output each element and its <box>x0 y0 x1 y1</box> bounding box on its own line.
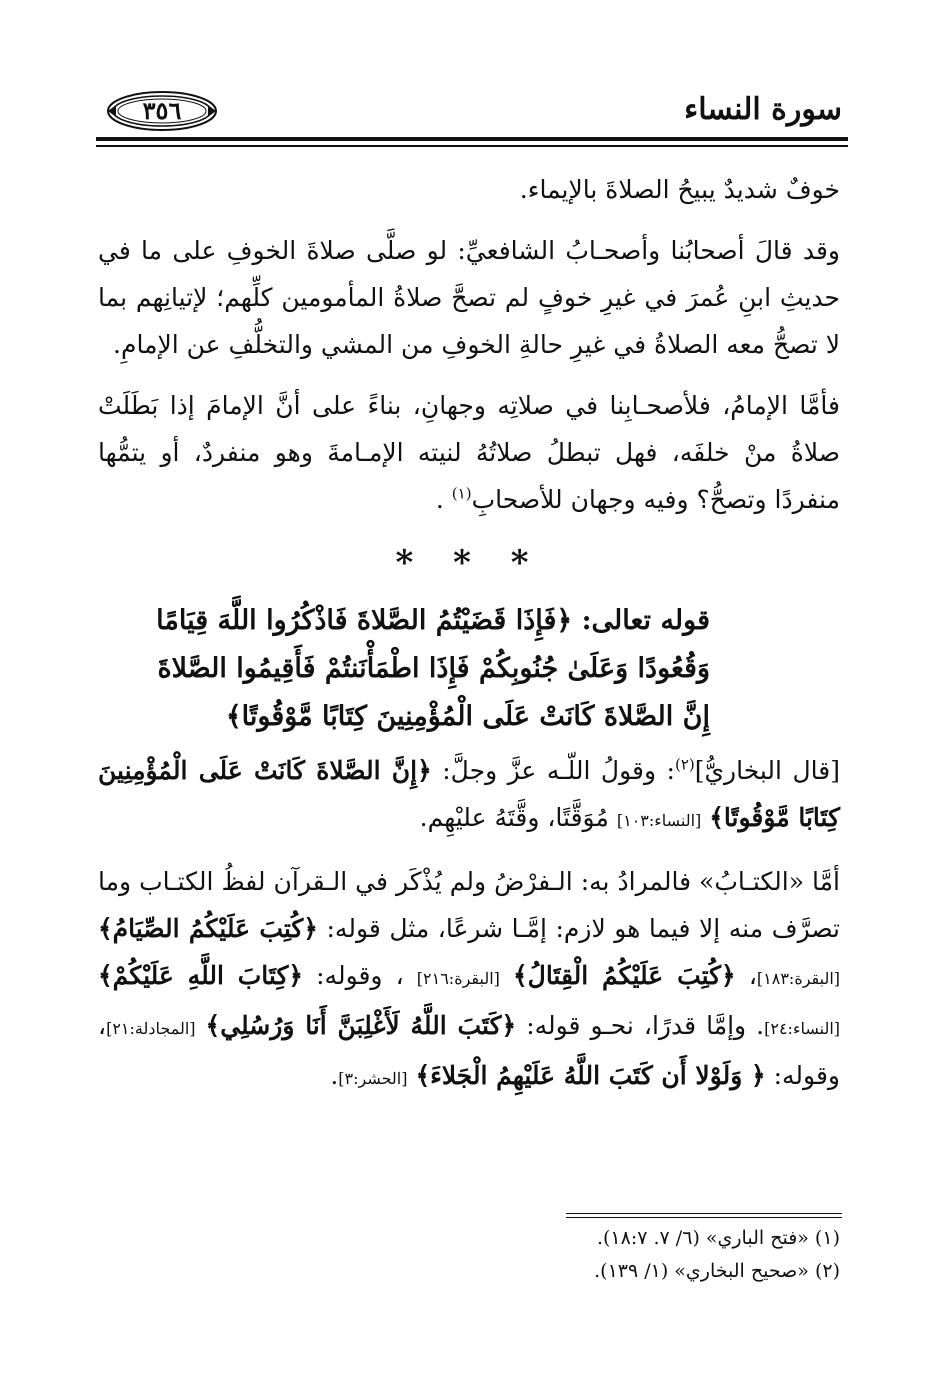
surah-reference-4: [النساء:٢٤] <box>764 1019 840 1038</box>
paragraph-4-mid: : وقولُ اللّـه عزَّ وجلَّ: <box>431 756 675 785</box>
footnote-ref-2: (٢) <box>674 755 695 774</box>
footnote-separator <box>566 1213 842 1214</box>
bukhari-label: [قال البخاريُّ] <box>694 756 840 785</box>
verse-heading <box>98 597 840 741</box>
section-divider-stars: * * * <box>395 543 543 583</box>
paragraph-5-text-b: ، <box>735 961 757 990</box>
header-rule-thin <box>96 145 848 147</box>
paragraph-3-end: . <box>435 485 452 514</box>
verse-line-2: وَقُعُودًا وَعَلَىٰ جُنُوبِكُمْ فَإِذَا اطْمَأْنَنتُمْ فَأَقِيمُوا الصَّلاةَ <box>157 653 710 684</box>
paragraph-5-text-d: . وإمَّا قدرًا، نحـو قوله: <box>516 1011 765 1040</box>
paragraph-3-text: فأمَّا الإمامُ، فلأصحـابِنا في صلاتِه وجهانِ، بناءً على أنَّ الإمامَ إذا بَطَلَتْ صلاةُ منْ خلفَه، فهل تبطلُ صلاتُهُ لنيته الإمـامةَ وهو منفردٌ، أو يتمُّها منفردًا وتصحُّ؟ وفيه وجهان للأصحابِ <box>98 391 840 514</box>
surah-title: سورة النساء <box>684 92 842 127</box>
paragraph-5-text-f: . <box>330 1061 339 1090</box>
footnote-separator-2 <box>566 1217 842 1218</box>
surah-reference-6: [الحشر:٣] <box>338 1069 408 1088</box>
surah-reference-5: [المجادلة:٢١] <box>106 1019 196 1038</box>
page-body <box>98 166 840 1102</box>
surah-reference-1: [النساء:١٠٣] <box>616 811 702 830</box>
quran-quote-6: ﴿ وَلَوْلا أَن كَتَبَ اللَّهُ عَلَيْهِمُ الْجَلاءَ﴾ <box>415 1061 766 1090</box>
paragraph-4-end: مُوَقَّتًا، وقَّتَهُ عليْهِم. <box>419 803 617 832</box>
footnote-ref-1: (١) <box>451 484 472 503</box>
paragraph-5-text-c: ، وقوله: <box>303 961 417 990</box>
surah-reference-2: [البقرة:١٨٣] <box>756 969 841 988</box>
quran-quote-2: ﴿كُتِبَ عَلَيْكُمُ الصِّيَامُ﴾ <box>98 914 318 943</box>
verse-line-1: قوله تعالى: ﴿فَإِذَا قَضَيْتُمُ الصَّلاةَ فَاذْكُرُوا اللَّهَ قِيَامًا <box>156 605 710 636</box>
page-number: ٣٥٦ <box>142 96 182 125</box>
footnote-1: (١) «فتح الباري» (٦/ ٧. ١٨:٧). <box>596 1227 840 1249</box>
quran-quote-3: ﴿كُتِبَ عَلَيْكُمُ الْقِتَالُ﴾ <box>513 961 736 990</box>
paragraph-5 <box>98 858 840 1102</box>
surah-reference-3: [البقرة:٢١٦] <box>416 969 500 988</box>
quran-quote-5: ﴿كَتَبَ اللَّهُ لَأَغْلِبَنَّ أَنَا وَرُسُلِي﴾ <box>205 1011 517 1040</box>
verse-line-3: إِنَّ الصَّلاةَ كَانَتْ عَلَى الْمُؤْمِنِينَ كِتَابًا مَّوْقُوتًا﴾ <box>225 701 710 732</box>
header-rule-thick <box>96 137 848 141</box>
page-number-badge <box>106 90 218 132</box>
paragraph-1: خوفٌ شديدٌ يبيحُ الصلاةَ بالإيماء. <box>519 175 840 204</box>
footnote-2: (٢) «صحيح البخاري» (١/ ١٣٩). <box>594 1260 840 1282</box>
paragraph-4 <box>98 747 840 844</box>
paragraph-5-text-e: ، وقوله: <box>98 1011 840 1090</box>
paragraph-5-text-a: أمَّا «الكتـابُ» فالمرادُ به: الـفرْضُ ولم يُذْكَر في الـقرآن لفظُ الكتـاب وما تصرَّف منه إلا فيما هو لازم: إمَّـا شرعًا، مثل قوله: <box>98 867 840 943</box>
quran-quote-4: ﴿كِتَابَ اللَّهِ عَلَيْكُمْ﴾ <box>98 961 304 990</box>
quran-quote-1: ﴿إِنَّ الصَّلاةَ كَانَتْ عَلَى الْمُؤْمِنِينَ كِتَابًا مَّوْقُوتًا﴾ <box>98 756 840 832</box>
footnotes <box>594 1222 840 1288</box>
page-header <box>96 84 848 144</box>
paragraph-2: وقد قالَ أصحابُنا وأصحـابُ الشافعيِّ: لو صلَّى صلاةَ الخوفِ على ما في حديثِ ابنِ عُمرَ في غيرِ خوفٍ لم تصحَّ صلاةُ المأمومين كلِّهم؛ لإتيانِهم بما لا تصحُّ معه الصلاةُ في غيرِ حالةِ الخوفِ من المشي والتخلُّفِ عن الإمامِ. <box>98 236 840 359</box>
paragraph-3 <box>98 382 840 523</box>
